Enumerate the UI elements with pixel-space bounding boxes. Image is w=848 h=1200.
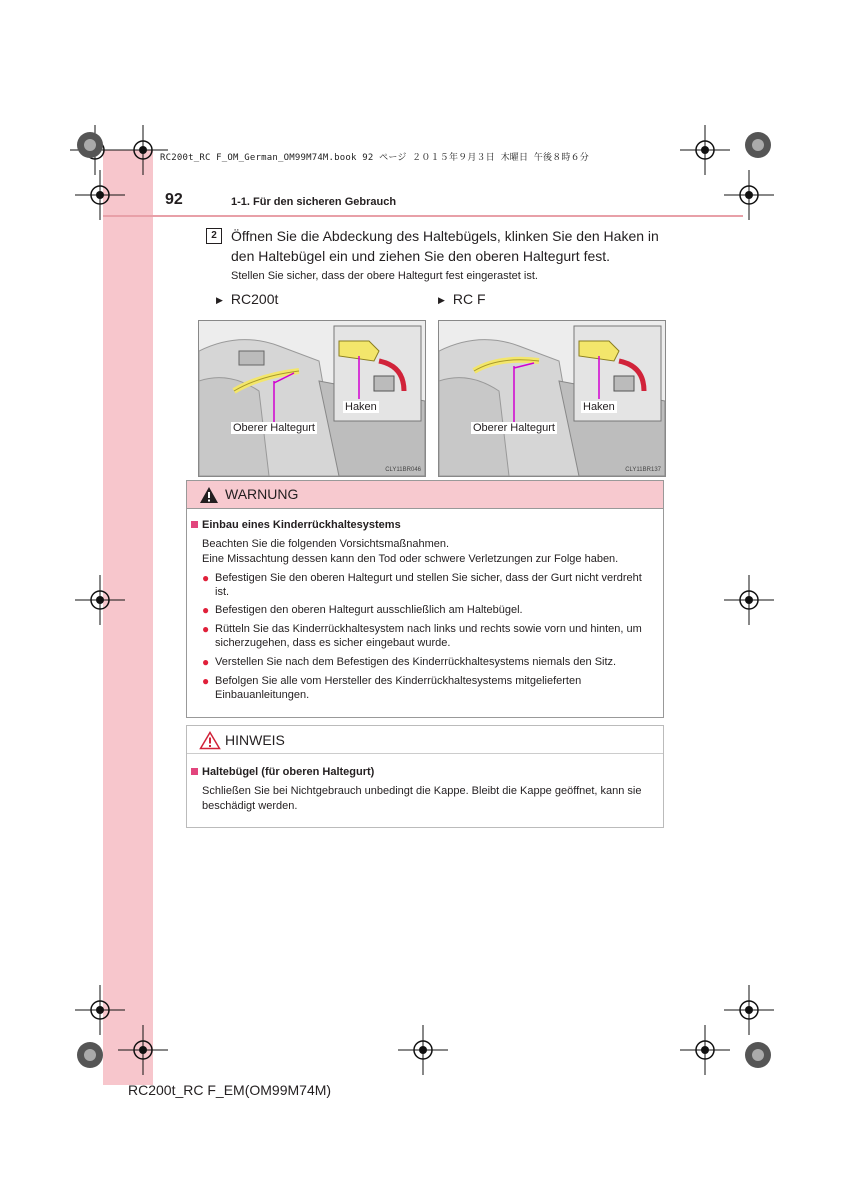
warning-bullet: ● Befestigen Sie den oberen Haltegurt und stellen Sie sicher, dass der Gurt nicht verdreht ist. <box>202 571 642 598</box>
step-note: Stellen Sie sicher, dass der obere Haltegurt fest eingerastet ist. <box>231 270 538 282</box>
crosshair-wheel-icon <box>743 1040 773 1070</box>
seat-illustration <box>199 321 425 476</box>
warning-header <box>187 481 663 509</box>
registration-mark-icon <box>680 1025 730 1075</box>
square-bullet-icon <box>191 521 198 528</box>
caution-triangle-icon <box>199 731 221 750</box>
hook-label: Haken <box>583 401 615 413</box>
variant-label-rc200t: ▶ RC200t <box>216 291 279 307</box>
registration-mark-icon <box>724 985 774 1035</box>
notice-header <box>187 726 663 754</box>
warning-bullet: ● Rütteln Sie das Kinderrückhaltesystem nach links und rechts sowie vorn und hinten, um sicherzugehen, dass es sicher eingebaut wurde. <box>202 622 642 649</box>
warning-intro-2: Eine Missachtung dessen kann den Tod oder schwere Verletzungen zur Folge haben. <box>202 553 619 565</box>
registration-mark-icon <box>118 125 168 175</box>
header-rule <box>103 215 743 217</box>
registration-mark-icon <box>724 575 774 625</box>
bullet-dot-icon: ● <box>202 655 210 669</box>
bullet-dot-icon: ● <box>202 674 210 688</box>
hook-label: Haken <box>345 401 377 413</box>
bullet-dot-icon: ● <box>202 622 210 636</box>
bullet-dot-icon: ● <box>202 571 210 585</box>
registration-mark-icon <box>75 575 125 625</box>
warning-bullet: ● Befolgen Sie alle vom Hersteller des Kinderrückhaltesystems mitgelieferten Einbauanleitungen. <box>202 674 582 701</box>
warning-heading: Einbau eines Kinderrückhaltesystems <box>191 519 401 531</box>
figure-rc200t <box>198 320 426 477</box>
figure-code: CLY11BR137 <box>625 467 661 473</box>
notice-box <box>186 725 664 828</box>
figure-rcf <box>438 320 666 477</box>
registration-mark-icon <box>75 170 125 220</box>
strap-label: Oberer Haltegurt <box>473 422 555 434</box>
section-title: 1-1. Für den sicheren Gebrauch <box>231 196 397 208</box>
figure-code: CLY11BR046 <box>385 467 421 473</box>
seat-illustration <box>439 321 665 476</box>
warning-bullet: ● Verstellen Sie nach dem Befestigen des Kinderrückhaltesystems niemals den Sitz. <box>202 655 617 669</box>
warning-bullet: ● Befestigen den oberen Haltegurt ausschließlich am Haltebügel. <box>202 603 523 617</box>
notice-heading: Haltebügel (für oberen Haltegurt) <box>191 766 374 778</box>
registration-mark-icon <box>680 125 730 175</box>
variant-label-rcf: ▶ RC F <box>438 291 486 307</box>
bullet-dot-icon: ● <box>202 603 210 617</box>
step-number: 2 <box>206 228 222 244</box>
warning-box <box>186 480 664 718</box>
registration-mark-icon <box>724 170 774 220</box>
warning-triangle-icon <box>199 486 219 504</box>
registration-mark-icon <box>398 1025 448 1075</box>
page-number: 92 <box>165 191 183 208</box>
triangle-bullet-icon: ▶ <box>216 295 223 305</box>
notice-title: HINWEIS <box>225 732 285 748</box>
notice-text: Schließen Sie bei Nichtgebrauch unbedingt die Kappe. Bleibt die Kappe geöffnet, kann sie beschädigt werden. <box>202 785 642 812</box>
triangle-bullet-icon: ▶ <box>438 295 445 305</box>
crosshair-wheel-icon <box>743 130 773 160</box>
crosshair-wheel-icon <box>75 1040 105 1070</box>
registration-mark-icon <box>118 1025 168 1075</box>
strap-label: Oberer Haltegurt <box>233 422 315 434</box>
step-text: Öffnen Sie die Abdeckung des Haltebügels, klinken Sie den Haken in den Haltebügel ein und ziehen Sie den oberen Haltegurt fest. <box>231 228 659 264</box>
print-header: RC200t_RC F_OM_German_OM99M74M.book 92 ページ ２０１５年９月３日 木曜日 午後８時６分 <box>160 153 589 163</box>
square-bullet-icon <box>191 768 198 775</box>
crosshair-wheel-icon <box>75 130 105 160</box>
footer-model-code: RC200t_RC F_EM(OM99M74M) <box>128 1082 332 1098</box>
warning-intro-1: Beachten Sie die folgenden Vorsichtsmaßnahmen. <box>202 538 450 550</box>
warning-title: WARNUNG <box>225 486 299 502</box>
